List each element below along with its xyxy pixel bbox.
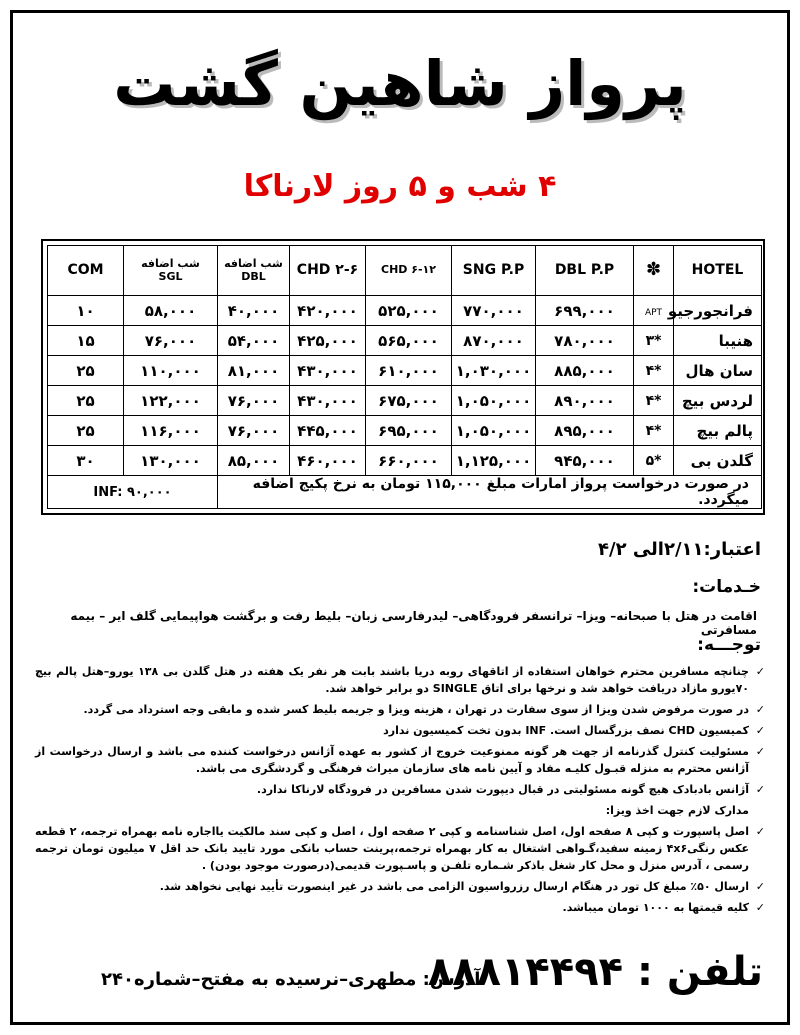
cell-extra-sgl: ۱۱۰,۰۰۰: [124, 356, 218, 386]
list-item: [35, 823, 765, 874]
note-text: کمیسیون CHD نصف بزرگسال است. INF بدون تخت کمیسیون ندارد: [383, 724, 749, 737]
table-row: [48, 416, 762, 446]
cell-extra-dbl: ۷۶,۰۰۰: [218, 416, 290, 446]
note-text: کلیه قیمتها به ۱۰۰۰ تومان میباشد.: [562, 901, 749, 914]
col-extra-dbl-top: شب اضافه: [224, 256, 283, 270]
cell-hotel: گلدن بی: [674, 446, 762, 476]
inf-price: INF: ۹۰,۰۰۰: [48, 476, 218, 509]
notes-heading: توجـــه:: [697, 635, 761, 655]
cell-extra-sgl: ۱۲۲,۰۰۰: [124, 386, 218, 416]
check-icon: ✓: [755, 745, 765, 758]
cell-star: ۴*: [634, 386, 674, 416]
cell-sng: ۷۷۰,۰۰۰: [452, 296, 536, 326]
cell-star: ۵*: [634, 446, 674, 476]
table-note-row: [48, 476, 762, 509]
check-icon: ✓: [755, 703, 765, 716]
table-row: [48, 296, 762, 326]
table-row: [48, 356, 762, 386]
cell-chd-6-12: ۵۶۵,۰۰۰: [366, 326, 452, 356]
cell-sng: ۱,۰۵۰,۰۰۰: [452, 416, 536, 446]
footer: [13, 949, 787, 1009]
cell-chd-6-12: ۶۶۰,۰۰۰: [366, 446, 452, 476]
cell-extra-sgl: ۵۸,۰۰۰: [124, 296, 218, 326]
note-text: چنانچه مسافرین محترم خواهان استفاده از اتاقهای روبه دریا باشند بابت هر نفر یک هفته در هتل گلدن بی ۱۳۸ یورو–هتل پالم بیچ ۷۰یورو مازاد دریافت خواهد شد و نرخها برای اتاق SINGLE دو برابر خواهد شد.: [35, 665, 749, 695]
docs-heading: [35, 802, 765, 819]
cell-hotel: سان هال: [674, 356, 762, 386]
check-icon: ✓: [755, 665, 765, 678]
list-item: [35, 878, 765, 895]
cell-dbl: ۷۸۰,۰۰۰: [536, 326, 634, 356]
address-text: آدرس: مطهری–نرسیده به مفتح–شماره۲۴۰: [101, 969, 481, 990]
cell-hotel: لردس بیچ: [674, 386, 762, 416]
flyer-page: [10, 10, 790, 1025]
check-icon: ✓: [755, 783, 765, 796]
list-item: [35, 899, 765, 916]
cell-extra-dbl: ۵۴,۰۰۰: [218, 326, 290, 356]
docs-heading-text: مدارک لازم جهت اخذ ویزا:: [605, 804, 749, 817]
col-extra-sgl: [124, 246, 218, 296]
phone-number: تلفن : ۸۸۸۱۴۴۹۴: [427, 949, 763, 995]
cell-dbl: ۸۸۵,۰۰۰: [536, 356, 634, 386]
cell-dbl: ۸۹۰,۰۰۰: [536, 386, 634, 416]
emirates-note: در صورت درخواست پرواز امارات مبلغ ۱۱۵,۰۰۰ تومان به نرخ پکیج اضافه میگردد.: [218, 476, 762, 509]
cell-chd-6-12: ۶۱۰,۰۰۰: [366, 356, 452, 386]
list-item: [35, 781, 765, 798]
cell-chd-6-12: ۶۹۵,۰۰۰: [366, 416, 452, 446]
cell-sng: ۱,۰۳۰,۰۰۰: [452, 356, 536, 386]
col-extra-dbl: [218, 246, 290, 296]
cell-chd-2-6: ۴۳۰,۰۰۰: [290, 386, 366, 416]
table-row: [48, 326, 762, 356]
note-text: مسئولیت کنترل گذرنامه از جهت هر گونه ممنوعیت خروج از کشور به عهده آژانس درخواست کننده می باشد و ارسال درخواست از آژانس محترم به منزله قبـول کلیـه مفاد و آیین نامه های سازمان میراث فرهنگی و گردشگری می باشد.: [35, 745, 749, 775]
note-text: ارسال ۵۰٪ مبلغ کل تور در هنگام ارسال رزرواسیون الزامی می باشد در غیر اینصورت تأیید نهایی نخواهد شد.: [159, 880, 749, 893]
page-title: پرواز شاهین گشت: [113, 47, 687, 120]
list-item: [35, 722, 765, 739]
cell-sng: ۸۷۰,۰۰۰: [452, 326, 536, 356]
cell-com: ۱۰: [48, 296, 124, 326]
cell-chd-2-6: ۴۲۰,۰۰۰: [290, 296, 366, 326]
col-extra-dbl-bottom: DBL: [241, 269, 266, 283]
price-table-frame: [41, 239, 765, 515]
note-text: آژانس بادبادک هیچ گونه مسئولیتی در قبال دیپورت شدن مسافرین در فرودگاه لارناکا ندارد.: [256, 783, 749, 796]
cell-star: ۴*: [634, 356, 674, 386]
cell-star-apt: APT: [644, 307, 663, 318]
note-text: اصل پاسپورت و کپی ۸ صفحه اول، اصل شناسنامه و کپی ۲ صفحه اول ، اصل و کپی سند مالکیت یااجاره نامه بهمراه ترجمه، ۲ قطعه عکس رنگی۴x۶ زمینه سفید،گـواهی اشتغال به کار بهمراه ترجمه،پرینت حساب بانکی مورد تایید بانک حد اقل ۷ میلیون تومان ترجمه رسمی ، آدرس منزل و محل کار شغل باذکر شـماره تلفـن و پاسـپورت قدیمی(درصورت موجود بودن) .: [35, 825, 750, 872]
cell-star: ۴*: [634, 416, 674, 446]
cell-star: ۳*: [634, 326, 674, 356]
col-extra-sgl-top: شب اضافه: [141, 256, 200, 270]
services-text: اقامت در هتل با صبحانه– ویزا– ترانسفر فرودگاهی– لیدرفارسی زبان– بلیط رفت و برگشت هواپیمایی گلف ایر – بیمه مسافرتی: [70, 609, 757, 637]
list-item: [35, 743, 765, 777]
validity-text: اعتبار:۲/۱۱الی ۴/۲: [598, 539, 761, 560]
table-header-row: [48, 246, 762, 296]
cell-com: ۲۵: [48, 386, 124, 416]
cell-com: ۳۰: [48, 446, 124, 476]
price-table: [47, 245, 762, 509]
check-icon: ✓: [755, 880, 765, 893]
cell-extra-dbl: ۸۵,۰۰۰: [218, 446, 290, 476]
col-com: COM: [48, 246, 124, 296]
cell-extra-sgl: ۱۱۶,۰۰۰: [124, 416, 218, 446]
tour-subtitle: ۴ شب و ۵ روز لارناکا: [243, 169, 557, 204]
col-dbl: DBL P.P: [536, 246, 634, 296]
cell-chd-2-6: ۴۲۵,۰۰۰: [290, 326, 366, 356]
notes-list: [35, 663, 765, 920]
cell-chd-2-6: ۴۶۰,۰۰۰: [290, 446, 366, 476]
list-item: [35, 701, 765, 718]
cell-hotel: پالم بیچ: [674, 416, 762, 446]
cell-hotel: فرانجورجیو: [674, 296, 762, 326]
cell-extra-sgl: ۷۶,۰۰۰: [124, 326, 218, 356]
col-extra-sgl-bottom: SGL: [158, 269, 183, 283]
cell-dbl: ۶۹۹,۰۰۰: [536, 296, 634, 326]
list-item: [35, 663, 765, 697]
check-icon: ✓: [755, 825, 765, 838]
cell-extra-dbl: ۸۱,۰۰۰: [218, 356, 290, 386]
cell-dbl: ۸۹۵,۰۰۰: [536, 416, 634, 446]
cell-com: ۲۵: [48, 356, 124, 386]
check-icon: ✓: [755, 901, 765, 914]
cell-com: ۱۵: [48, 326, 124, 356]
services-heading: خـدمات:: [692, 577, 761, 597]
col-star: ✽: [634, 246, 674, 296]
table-row: [48, 386, 762, 416]
cell-chd-6-12: ۵۲۵,۰۰۰: [366, 296, 452, 326]
cell-chd-2-6: ۴۴۵,۰۰۰: [290, 416, 366, 446]
cell-chd-2-6: ۴۳۰,۰۰۰: [290, 356, 366, 386]
check-icon: ✓: [755, 724, 765, 737]
cell-extra-dbl: ۴۰,۰۰۰: [218, 296, 290, 326]
cell-chd-6-12: ۶۷۵,۰۰۰: [366, 386, 452, 416]
note-text: در صورت مرفوض شدن ویزا از سوی سفارت در تهران ، هزینه ویزا و جریمه بلیط کسر شده و مابقی وجه استرداد می گردد.: [83, 703, 749, 716]
cell-hotel: هنیبا: [674, 326, 762, 356]
cell-sng: ۱,۰۵۰,۰۰۰: [452, 386, 536, 416]
col-chd-6-12: CHD ۶-۱۲: [366, 246, 452, 296]
col-sng: SNG P.P: [452, 246, 536, 296]
col-chd-2-6: CHD ۲-۶: [290, 246, 366, 296]
col-hotel: HOTEL: [674, 246, 762, 296]
cell-sng: ۱,۱۲۵,۰۰۰: [452, 446, 536, 476]
cell-dbl: ۹۴۵,۰۰۰: [536, 446, 634, 476]
table-row: [48, 446, 762, 476]
cell-com: ۲۵: [48, 416, 124, 446]
cell-extra-dbl: ۷۶,۰۰۰: [218, 386, 290, 416]
cell-extra-sgl: ۱۳۰,۰۰۰: [124, 446, 218, 476]
